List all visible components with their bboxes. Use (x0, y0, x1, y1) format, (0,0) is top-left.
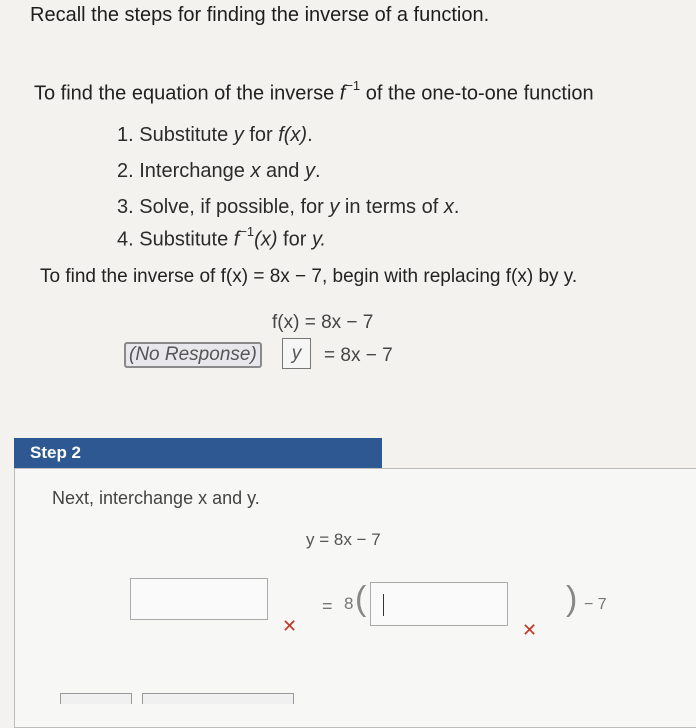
equals-sign: = (322, 596, 333, 616)
minus-seven: − 7 (584, 596, 607, 613)
answer-input-left[interactable] (130, 578, 268, 620)
step-list-item-1: 1. Substitute y for f(x). (117, 124, 313, 146)
step-2-equation: y = 8x − 7 (306, 530, 381, 549)
text-cursor (383, 594, 384, 616)
intro-text: To find the equation of the inverse $f^{-1}$ of the one-to-one function (34, 78, 594, 105)
left-paren: ( (355, 580, 367, 618)
answer-box-y[interactable]: y (282, 338, 311, 369)
x-mark-icon: ✕ (522, 620, 538, 640)
bottom-button-left[interactable] (60, 693, 132, 704)
step-2-instruction: Next, interchange x and y. (52, 488, 260, 508)
begin-instruction: To find the inverse of f(x) = 8x − 7, begin with replacing f(x) by y. (40, 266, 578, 287)
equation-original: f(x) = 8x − 7 (272, 312, 374, 333)
equation-substituted: = 8x − 7 (324, 345, 393, 366)
bottom-button-right[interactable] (142, 693, 294, 704)
no-response-badge: (No Response) (124, 342, 262, 368)
x-mark-icon: ✕ (282, 616, 298, 636)
right-paren: ) (566, 580, 578, 618)
step-list-item-2: 2. Interchange x and y. (117, 160, 321, 182)
step-list-item-3: 3. Solve, if possible, for y in terms of x. (117, 196, 460, 218)
coefficient-eight: 8 (344, 594, 354, 613)
step-2-header: Step 2 (14, 438, 382, 468)
answer-input-right[interactable] (370, 582, 508, 626)
step-list-item-4: 4. Substitute $f^{-1}(x)$ for y. (117, 224, 327, 251)
recall-instruction: Recall the steps for finding the inverse of a function. (30, 4, 490, 26)
